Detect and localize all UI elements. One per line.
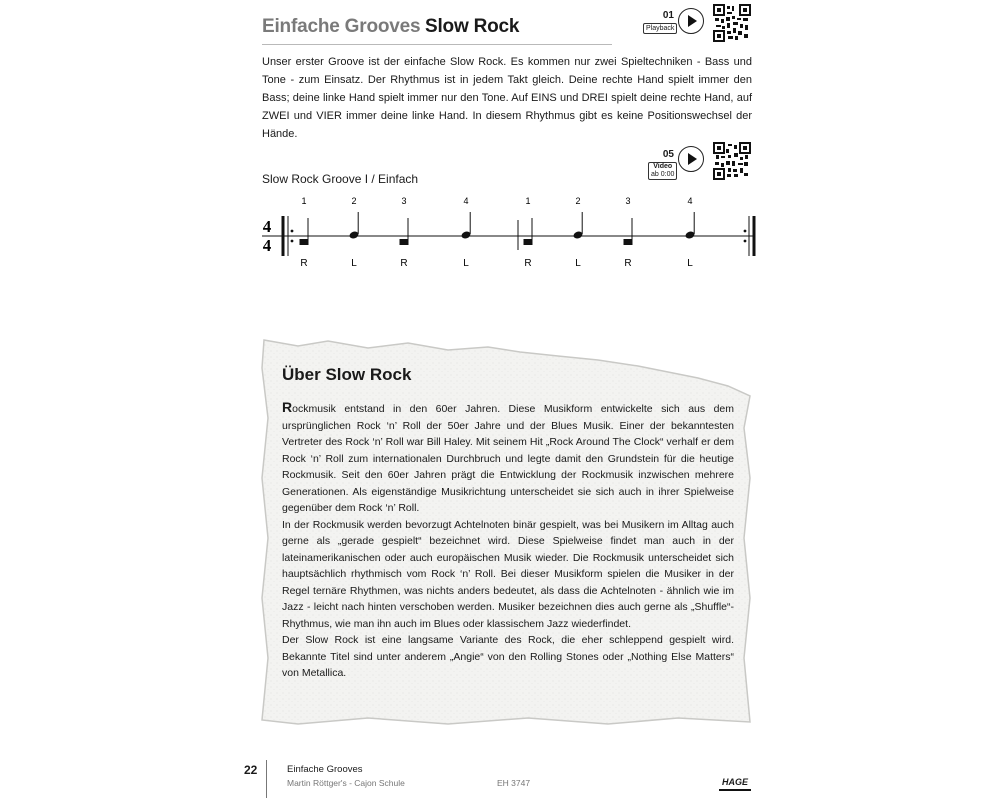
page-number: 22 — [244, 763, 258, 777]
hand-label: R — [524, 258, 532, 269]
video-time: ab 0:00 — [651, 171, 675, 178]
beat-count: 3 — [401, 196, 407, 206]
info-paragraph-1-text: ockmusik entstand in den 60er Jahren. Diese Musikform entwickelte sich aus dem ursprünglichen Rock ‘n’ Roll der 50er Jahre und der Blues Musik. Einer der bekanntesten Vertreter des Rock ‘n’ Roll war Bill Haley. Mit seinem Hit „Rock Around The Clock“ verhalf er dem Rock ‘n’ Roll zum internationalen Durchbruch und legte damit den Grundstein für die heutige Rockmusik. Seit den 60er Jahren prägt die Entwicklung der Rockmusik inzwischen mehrere Generationen. Als eigenständige Musikrichtung unterscheidet sie sich auch in ihrer Spielweise gegenüber dem Rock ‘n’ Roll. — [282, 403, 734, 514]
playback-number: 01 — [662, 10, 674, 21]
video-play-button[interactable] — [678, 146, 704, 172]
bass-note-head — [624, 239, 633, 245]
hand-label: R — [400, 258, 408, 269]
page-header — [262, 16, 612, 45]
beat-count: 3 — [625, 196, 631, 206]
beat-count: 1 — [525, 196, 531, 206]
beat-count: 2 — [575, 196, 581, 206]
video-label-box — [648, 162, 677, 180]
beat-count: 4 — [463, 196, 469, 206]
bass-note-head — [400, 239, 409, 245]
beat-count: 2 — [351, 196, 357, 206]
time-signature-bottom: 4 — [262, 236, 272, 255]
hand-label: L — [351, 258, 357, 269]
playback-qr-code[interactable] — [713, 4, 751, 42]
playback-label: Playback — [643, 23, 677, 34]
repeat-end-dot — [744, 240, 747, 243]
info-box-body — [282, 399, 734, 682]
rhythm-notation — [258, 192, 758, 272]
hand-label: L — [575, 258, 581, 269]
footer-code: EH 3747 — [497, 778, 531, 788]
footer-book-title: Martin Röttger's - Cajon Schule — [287, 778, 405, 788]
repeat-start-dot — [291, 240, 294, 243]
repeat-end-dot — [744, 230, 747, 233]
hand-label: R — [624, 258, 632, 269]
repeat-start-dot — [291, 230, 294, 233]
hand-label: L — [687, 258, 693, 269]
info-paragraph-1 — [282, 399, 734, 517]
groove-title: Slow Rock Groove I / Einfach — [262, 172, 419, 186]
video-number: 05 — [662, 149, 674, 160]
video-qr-code[interactable] — [713, 142, 751, 180]
info-box-title: Über Slow Rock — [282, 365, 412, 384]
bass-note-head — [524, 239, 533, 245]
page-title: Slow Rock — [425, 16, 520, 37]
section-category: Einfache Grooves — [262, 16, 421, 37]
intro-paragraph: Unser erster Groove ist der einfache Slow Rock. Es kommen nur zwei Spieltechniken - Bass und Tone - zum Einsatz. Der Rhythmus ist in jedem Takt gleich. Deine rechte Hand spielt immer den Bass; deine linke Hand spielt immer nur den Tone. Auf EINS und DREI spielt deine rechte Hand, auf ZWEI und VIER immer deine linke Hand. In diesem Rhythmus gibt es keine Positionswechsel der Hände. — [262, 56, 752, 140]
info-paragraph-3: Der Slow Rock ist eine langsame Variante des Rock, die eher schleppend gespielt wird. Bekannte Titel sind unter anderem „Angie“ von den Rolling Stones oder „Nothing Else Matters“ von Metallica. — [282, 634, 734, 679]
video-label: Video — [653, 163, 673, 170]
footer-category: Einfache Grooves — [287, 764, 363, 775]
hand-label: R — [300, 258, 308, 269]
beat-count: 1 — [301, 196, 307, 206]
time-signature-top: 4 — [262, 217, 272, 236]
bass-note-head — [300, 239, 309, 245]
beat-count: 4 — [687, 196, 693, 206]
playback-play-button[interactable] — [678, 8, 704, 34]
publisher-logo: HAGE — [719, 776, 751, 791]
hand-label: L — [463, 258, 469, 269]
footer-divider — [266, 760, 267, 798]
info-paragraph-2: In der Rockmusik werden bevorzugt Achtelnoten binär gespielt, was bei Musikern im Alltag auch gerne als „gerade gespielt“ bezeichnet wird. Diese Spielweise findet man auch in der lateinamerikanischen oder auch europäischen Musik wieder. Die Rockmusik unterscheidet sich hauptsächlich rhythmisch vom Rock ‘n’ Roll. Bei dieser Musikform spielen die Musiker in der Regel ternäre Rhythmen, was nichts anders bedeutet, als dass die Achtelnoten - ähnlich wie im Jazz - leicht nach hinten verschoben werden. Musiker bezeichnen dies auch gerne als „Shuffle“-Rhythmus, wie man ihn auch im Blues oder klassischem Jazz wiederfindet. — [282, 518, 734, 630]
drop-cap: R — [282, 399, 293, 415]
